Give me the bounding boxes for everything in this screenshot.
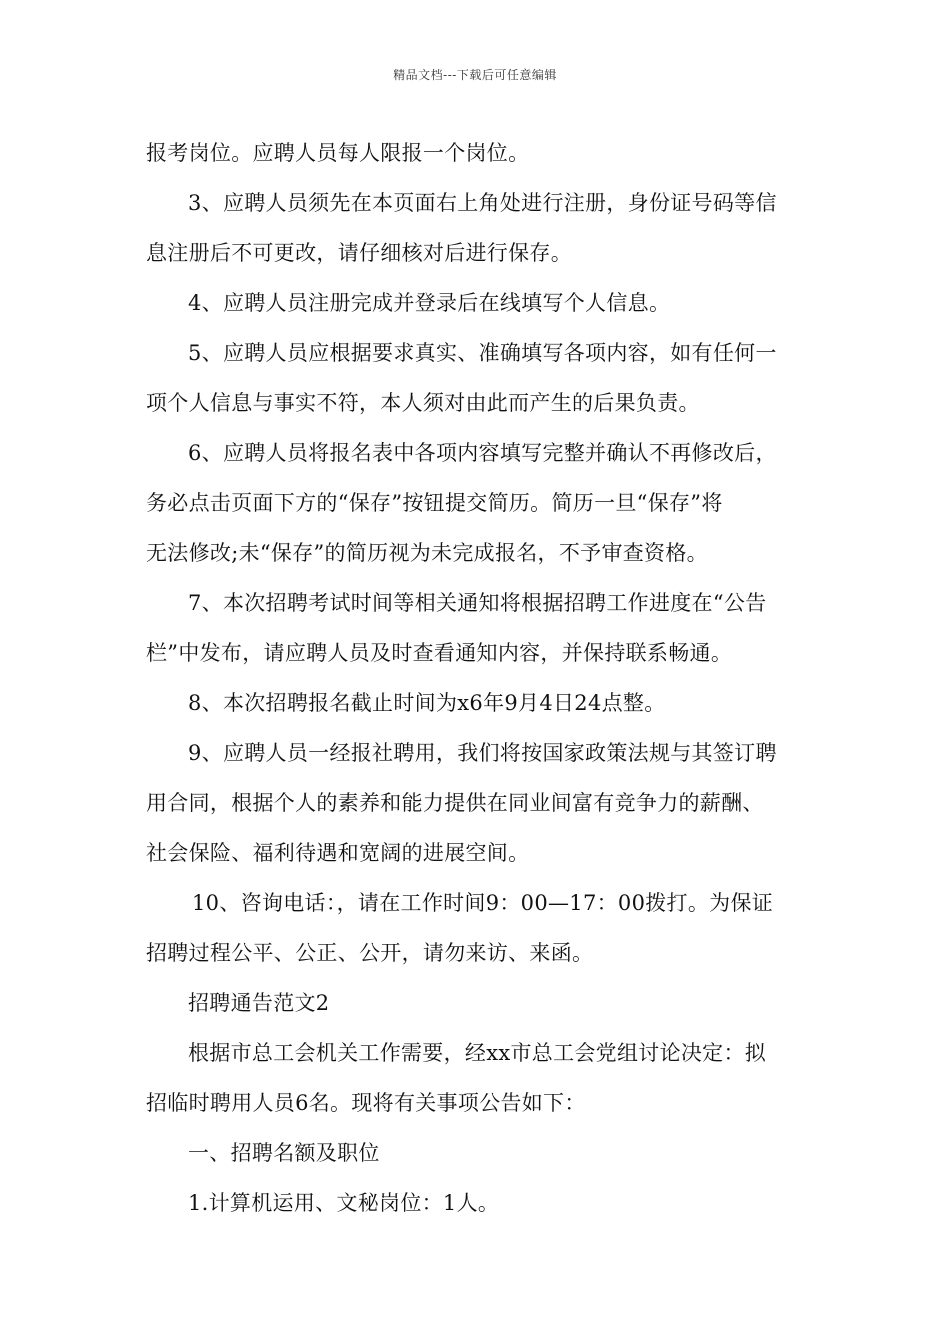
text-line: 息注册后不可更改，请仔细核对后进行保存。 [146, 241, 572, 265]
text-line: 根据市总工会机关工作需要，经xx市总工会党组讨论决定：拟 [188, 1041, 767, 1065]
subsection-title: 一、招聘名额及职位 [188, 1141, 380, 1165]
text-line: 务必点击页面下方的“保存”按钮提交简历。简历一旦“保存”将 [146, 491, 723, 515]
text-line: 招聘过程公平、公正、公开，请勿来访、来函。 [146, 941, 594, 965]
text-line: 10、咨询电话：，请在工作时间9：00—17：00拨打。为保证 [192, 891, 774, 915]
text-line: 项个人信息与事实不符，本人须对由此而产生的后果负责。 [146, 391, 700, 415]
text-line: 1.计算机运用、文秘岗位：1人。 [188, 1191, 500, 1215]
text-line: 招临时聘用人员6名。现将有关事项公告如下： [146, 1091, 586, 1115]
text-line: 4、应聘人员注册完成并登录后在线填写个人信息。 [188, 291, 671, 315]
document-body [146, 128, 810, 1228]
text-line: 9、应聘人员一经报社聘用，我们将按国家政策法规与其签订聘 [188, 741, 777, 765]
section-title: 招聘通告范文2 [188, 991, 330, 1015]
text-line: 3、应聘人员须先在本页面右上角处进行注册，身份证号码等信 [188, 191, 777, 215]
page-header: 精品文档---下载后可任意编辑 [393, 68, 557, 82]
text-line: 用合同，根据个人的素养和能力提供在同业间富有竞争力的薪酬、 [146, 791, 764, 815]
text-line: 报考岗位。应聘人员每人限报一个岗位。 [146, 141, 530, 165]
text-line: 社会保险、福利待遇和宽阔的进展空间。 [146, 841, 530, 865]
text-line: 8、本次招聘报名截止时间为x6年9月4日24点整。 [188, 691, 666, 715]
text-line: 7、本次招聘考试时间等相关通知将根据招聘工作进度在“公告 [188, 591, 767, 615]
text-line: 无法修改;未“保存”的简历视为未完成报名，不予审查资格。 [146, 541, 708, 565]
text-line: 5、应聘人员应根据要求真实、准确填写各项内容，如有任何一 [188, 341, 777, 365]
text-line: 6、应聘人员将报名表中各项内容填写完整并确认不再修改后， [188, 441, 777, 465]
text-line: 栏”中发布，请应聘人员及时查看通知内容，并保持联系畅通。 [146, 641, 733, 665]
